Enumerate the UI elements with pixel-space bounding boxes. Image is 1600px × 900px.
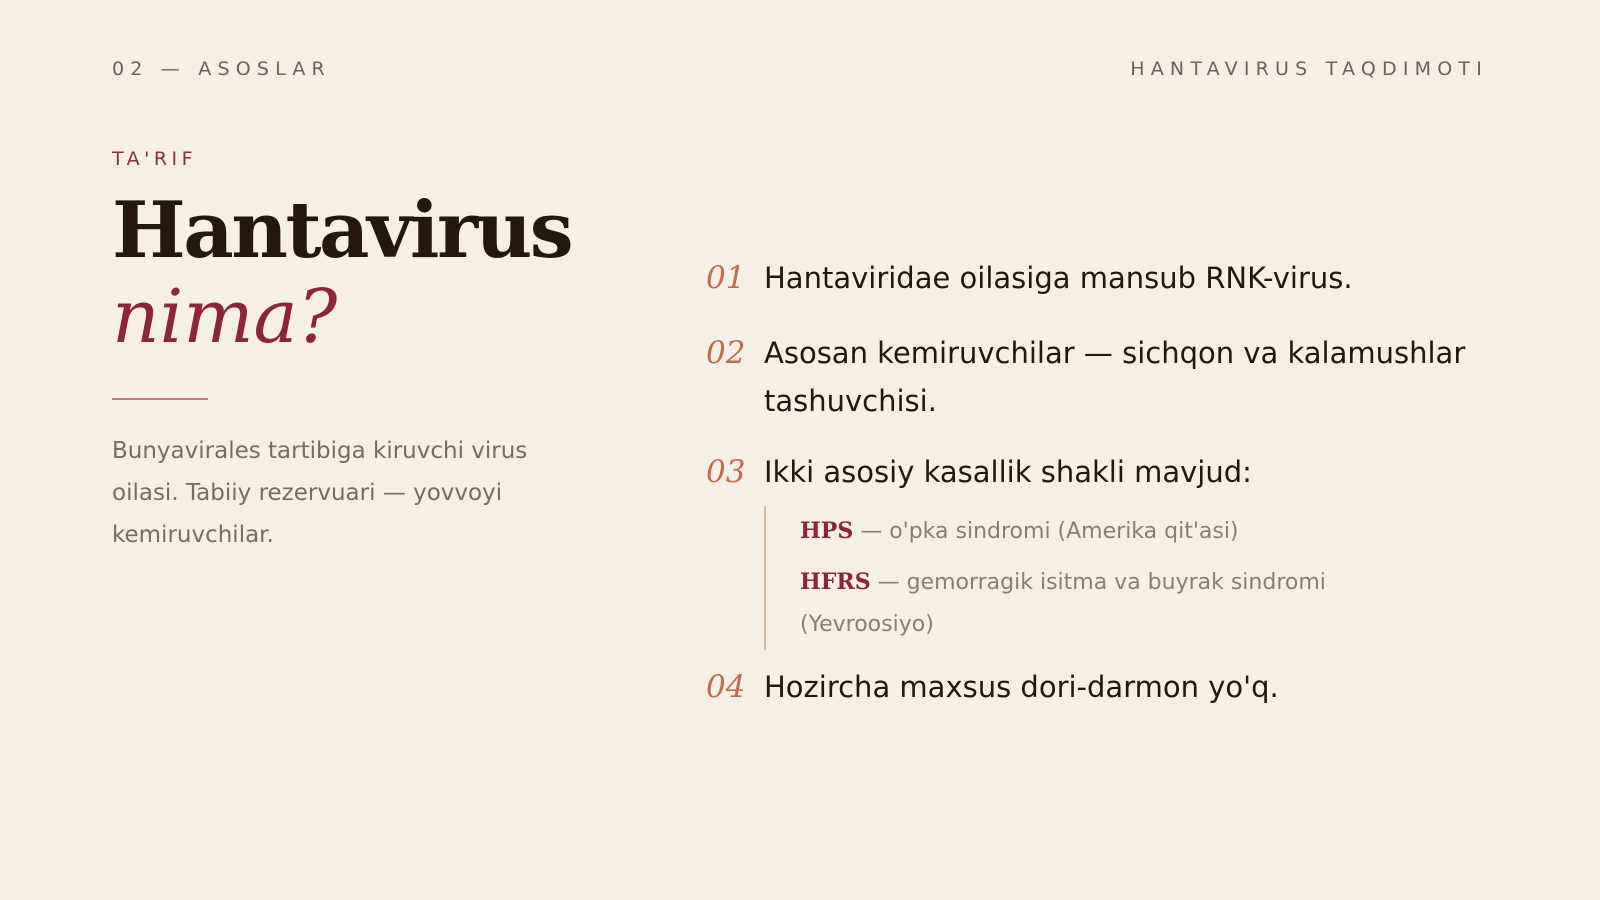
item-number: 01 [706, 260, 746, 296]
disease-abbreviation: HPS [800, 518, 854, 544]
divider [112, 398, 208, 400]
list-item [706, 663, 1506, 711]
page-title: Hantavirus [112, 185, 572, 276]
item-number: 03 [706, 454, 746, 490]
list-item [706, 329, 1506, 448]
item-text: Asosan kemiruvchilar — sichqon va kalamushlar tashuvchisi. [764, 336, 1466, 418]
eyebrow-label: TA'RIF [112, 148, 198, 170]
list-item [706, 254, 1506, 329]
presentation-title: HANTAVIRUS TAQDIMOTI [1130, 58, 1488, 80]
item-text: Ikki asosiy kasallik shakli mavjud: [764, 455, 1252, 489]
page-title-accent: nima? [112, 274, 338, 360]
definition-panel [112, 148, 582, 556]
item-text: Hozircha maxsus dori-darmon yo'q. [764, 670, 1279, 704]
disease-description: — o'pka sindromi (Amerika qit'asi) [853, 519, 1239, 544]
item-number: 02 [706, 335, 746, 371]
sub-list-item [800, 561, 1390, 646]
disease-description: — gemorragik isitma va buyrak sindromi (Yevroosiyo) [800, 570, 1326, 637]
item-number: 04 [706, 669, 746, 705]
list-item [706, 448, 1506, 663]
item-text: Hantaviridae oilasiga mansub RNK-virus. [764, 261, 1353, 295]
description: Bunyavirales tartibiga kiruvchi virus oilasi. Tabiiy rezervuari — yovvoyi kemiruvchilar. [112, 438, 528, 548]
key-points-list [706, 254, 1506, 711]
sub-list-item [800, 510, 1390, 553]
disease-abbreviation: HFRS [800, 569, 871, 595]
section-label: 02 — ASOSLAR [112, 58, 331, 80]
disease-forms-list [764, 506, 1390, 650]
